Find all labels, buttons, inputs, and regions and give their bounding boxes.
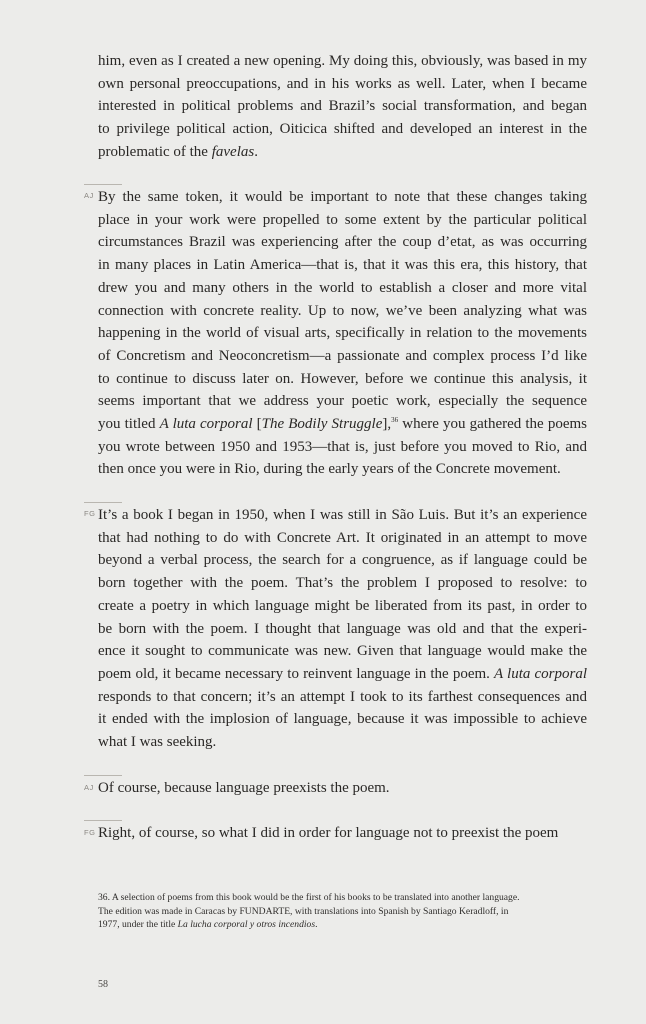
speaker-divider [84, 502, 122, 503]
speaker-label: AJ [84, 191, 94, 200]
text-line: you titled A luta corporal [The Bodily Struggle],$^{36}$ where you gathered the poems [98, 416, 587, 433]
text-line: of Concretism and Neoconcretism—a passionate and complex process I’d like [98, 347, 587, 364]
text-line: to continue to discuss later on. However, before we continue this analysis, it [98, 370, 587, 387]
text-line: beyond a verbal process, the search for a congruence, as if language could be [98, 552, 587, 569]
text-line: ence it sought to communicate was new. Given that language would make the [98, 643, 587, 660]
text-line: born together with the poem. That’s the problem I proposed to resolve: to [98, 575, 587, 592]
text-line: By the same token, it would be important to note that these changes taking [98, 189, 587, 205]
italic-title: A luta corporal [159, 416, 253, 433]
italic-term: favelas [211, 143, 255, 160]
text-line: poem old, it became necessary to reinvent language in the poem. A luta corporal [98, 665, 587, 682]
text-line: then once you were in Rio, during the early years of the Concrete movement. [98, 461, 561, 478]
page-number: 58 [98, 979, 108, 990]
text-line: It’s a book I began in 1950, when I was still in São Luis. But it’s an experience [98, 507, 587, 523]
text-line: seems important that we address your poetic work, especially the sequence [98, 393, 587, 410]
text-line: circumstances Brazil was experiencing after the coup d’etat, as was occurring [98, 234, 587, 251]
text-line: in many places in Latin America—that is, that it was this era, this history, that [98, 257, 587, 274]
paragraph-3 [98, 504, 587, 754]
footnote-line: 36. A selection of poems from this book would be the first of his books to be translated into another language. [98, 892, 520, 903]
text-line: drew you and many others in the world to establish a closer and more vital [98, 279, 587, 296]
speaker-divider [84, 184, 122, 185]
speaker-label: AJ [84, 783, 94, 792]
paragraph-5 [98, 822, 587, 845]
speaker-label: FG [84, 509, 96, 518]
text-line: connection with concrete reality. Up to now, we’ve been analyzing what was [98, 302, 587, 319]
text-line: it ended with the implosion of language, because it was impossible to achieve [98, 711, 587, 728]
paragraph-4 [98, 777, 587, 800]
paragraph-1 [98, 50, 587, 164]
footnote-reference[interactable]: 36 [391, 416, 399, 425]
italic-title: A luta corporal [494, 665, 587, 682]
text-line: Of course, because language preexists the poem. [98, 780, 390, 796]
speaker-label: FG [84, 828, 96, 837]
footnote-line: 1977, under the title La lucha corporal y otros incendios. [98, 919, 318, 931]
text-line: own personal preoccupations, and in his works as well. Later, when I became [98, 75, 587, 92]
text-line: what I was seeking. [98, 734, 217, 751]
footnote [98, 891, 587, 932]
text-line: create a poetry in which language might be liberated from its past, in order to [98, 597, 587, 614]
footnote-line: The edition was made in Caracas by FUNDARTE, with translations into Spanish by Santiago Keradloff, in [98, 905, 509, 917]
text-line: Right, of course, so what I did in order for language not to preexist the poem [98, 825, 559, 841]
paragraph-2 [98, 186, 587, 481]
text-line: him, even as I created a new opening. My doing this, obviously, was based in my [98, 53, 587, 69]
text-line: problematic of the favelas. [98, 143, 258, 160]
italic-title: The Bodily Struggle [261, 416, 383, 433]
text-line: responds to that concern; it’s an attempt I took to its farthest consequences and [98, 688, 587, 705]
text-line: to privilege political action, Oiticica shifted and developed an interest in the [98, 121, 587, 138]
italic-title: La lucha corporal y otros incendios [177, 919, 316, 931]
text-line: place in your work were propelled to some extent by the particular political [98, 211, 587, 228]
text-line: you wrote between 1950 and 1953—that is, just before you moved to Rio, and [98, 438, 587, 455]
speaker-divider [84, 820, 122, 821]
text-line: be born with the poem. I thought that language was old and that the experi- [98, 620, 587, 637]
text-line: interested in political problems and Brazil’s social transformation, and began [98, 98, 587, 115]
text-line: happening in the world of visual arts, specifically in relation to the movements [98, 325, 587, 342]
speaker-divider [84, 775, 122, 776]
text-line: that had nothing to do with Concrete Art. It originated in an attempt to move [98, 529, 587, 546]
